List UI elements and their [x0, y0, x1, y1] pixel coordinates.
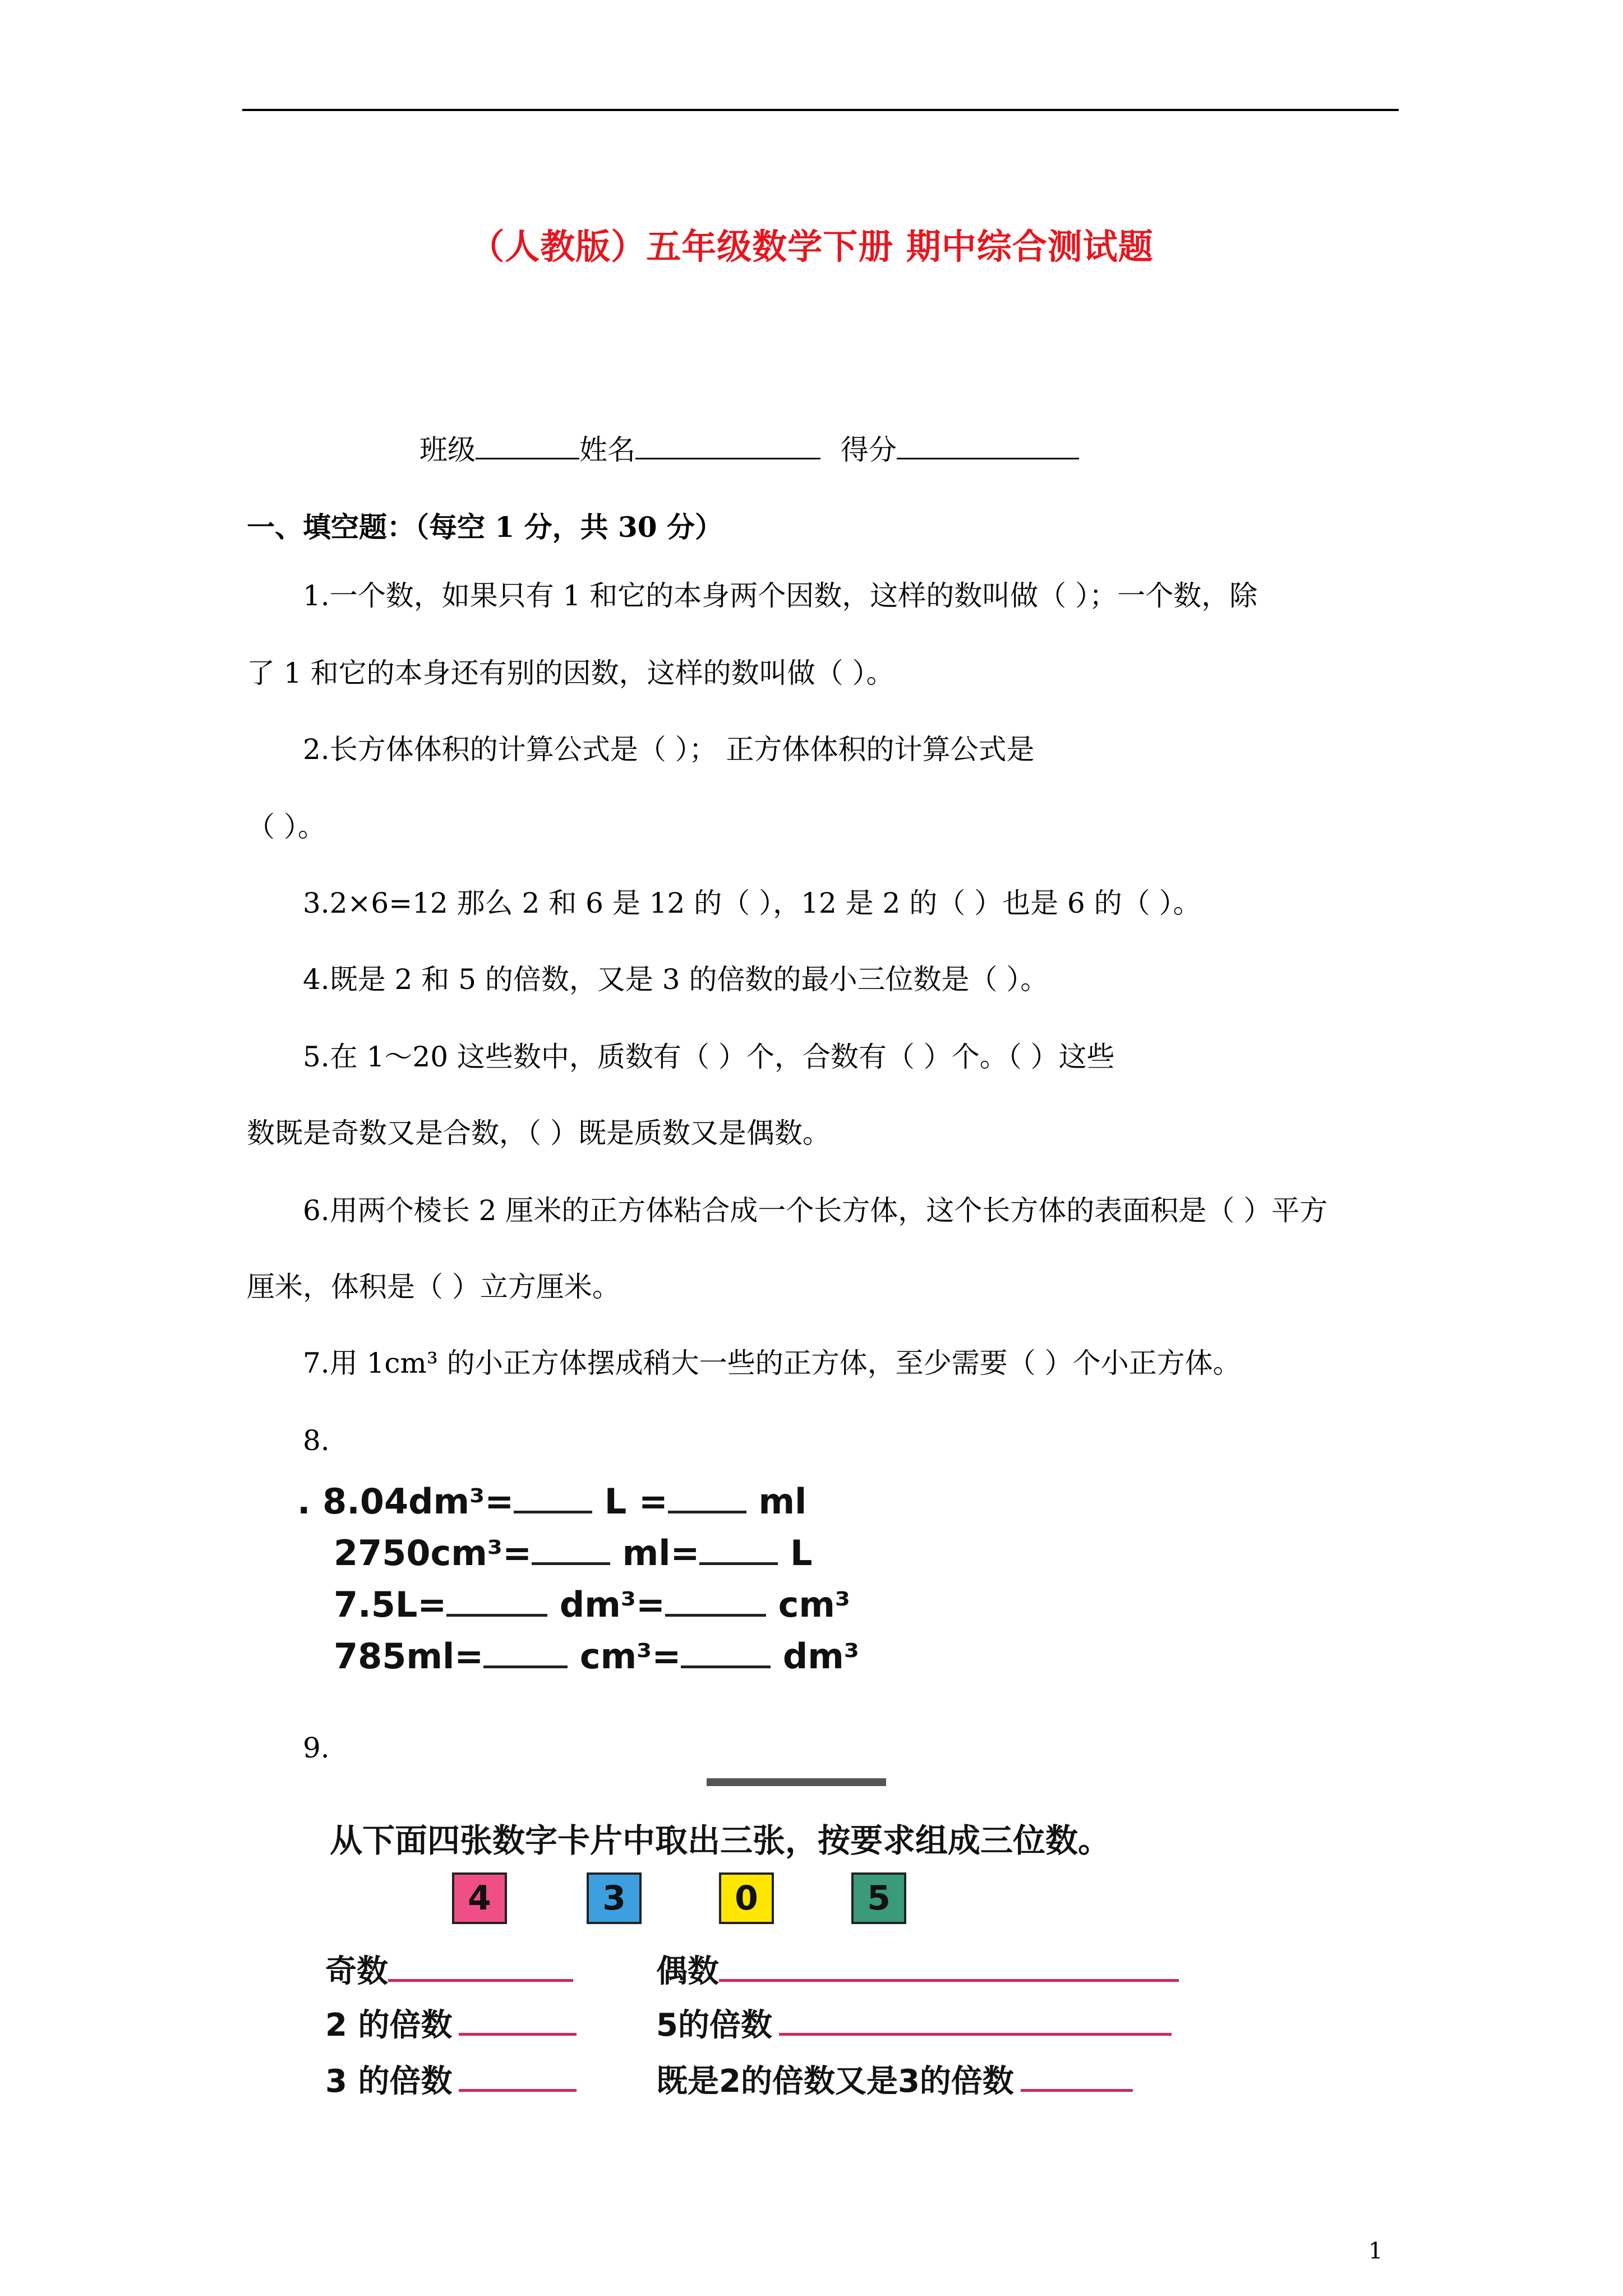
q5-line2: 数既是奇数又是合数，（ ）既是质数又是偶数。 [247, 1117, 831, 1149]
q9-number: 9. [303, 1732, 330, 1764]
q2-line2: （ ）。 [247, 811, 326, 843]
number-card-5: 5 [851, 1872, 906, 1924]
score-blank[interactable] [897, 432, 1079, 459]
q8-number: 8. [303, 1424, 330, 1457]
q3-line1: 3.2×6=12 那么 2 和 6 是 12 的（ ），12 是 2 的（ ）也是 6 的（ ）。 [303, 887, 1201, 919]
mult3-label-row: 3 的倍数 [325, 2056, 577, 2101]
number-card-3: 3 [587, 1872, 642, 1924]
q6-line1: 6.用两个棱长 2 厘米的正方体粘合成一个长方体，这个长方体的表面积是（ ）平方 [303, 1194, 1328, 1227]
header-rule [242, 109, 1399, 111]
q5-line1: 5.在 1～20 这些数中，质数有（ ）个，合数有（ ）个。（ ）这些 [303, 1041, 1115, 1073]
score-label: 得分 [840, 434, 897, 466]
q6-line2: 厘米，体积是（ ）立方厘米。 [247, 1271, 620, 1303]
q2-line1: 2.长方体体积的计算公式是（ ）； 正方体体积的计算公式是 [303, 733, 1035, 766]
q9-cards-image [314, 1778, 1211, 2115]
q8-row-1: . 8.04dm³= L = ml [297, 1481, 807, 1522]
q9-instruction: 从下面四张数字卡片中取出三张，按要求组成三位数。 [330, 1821, 1111, 1860]
class-blank[interactable] [476, 432, 579, 459]
mult2and3-label-row: 既是2的倍数又是3的倍数 [656, 2056, 1133, 2101]
mult2-label-row: 2 的倍数 [325, 2000, 577, 2045]
even-label-row: 偶数 [656, 1947, 1179, 1991]
q8-conversion-image [292, 1481, 875, 1705]
q4-line1: 4.既是 2 和 5 的倍数，又是 3 的倍数的最小三位数是（ ）。 [303, 963, 1049, 996]
number-card-0: 0 [719, 1872, 774, 1924]
name-label: 姓名 [579, 434, 635, 466]
mult5-label-row: 5的倍数 [656, 2000, 1172, 2045]
q7-line1: 7.用 1cm³ 的小正方体摆成稍大一些的正方体，至少需要（ ）个小正方体。 [303, 1347, 1241, 1379]
cropped-heading-fragment [707, 1778, 886, 1786]
q8-row-4: 785ml= cm³= dm³ [334, 1636, 860, 1677]
class-label: 班级 [419, 434, 476, 466]
odd-label-row: 奇数 [325, 1947, 573, 1991]
q1-line1: 1.一个数，如果只有 1 和它的本身两个因数，这样的数叫做（ ）；一个数，除 [303, 579, 1258, 612]
page-number: 1 [1368, 2238, 1383, 2264]
number-card-4: 4 [452, 1872, 507, 1924]
section-heading: 一、填空题：（每空 1 分，共 30 分） [247, 510, 723, 544]
q8-row-3: 7.5L= dm³= cm³ [334, 1584, 851, 1625]
name-blank[interactable] [635, 432, 820, 459]
page-title: （人教版）五年级数学下册 期中综合测试题 [469, 226, 1154, 267]
q8-row-2: 2750cm³= ml= L [334, 1533, 813, 1573]
q1-line2: 了 1 和它的本身还有别的因数，这样的数叫做（ ）。 [247, 657, 895, 689]
student-info-line [419, 432, 1079, 467]
